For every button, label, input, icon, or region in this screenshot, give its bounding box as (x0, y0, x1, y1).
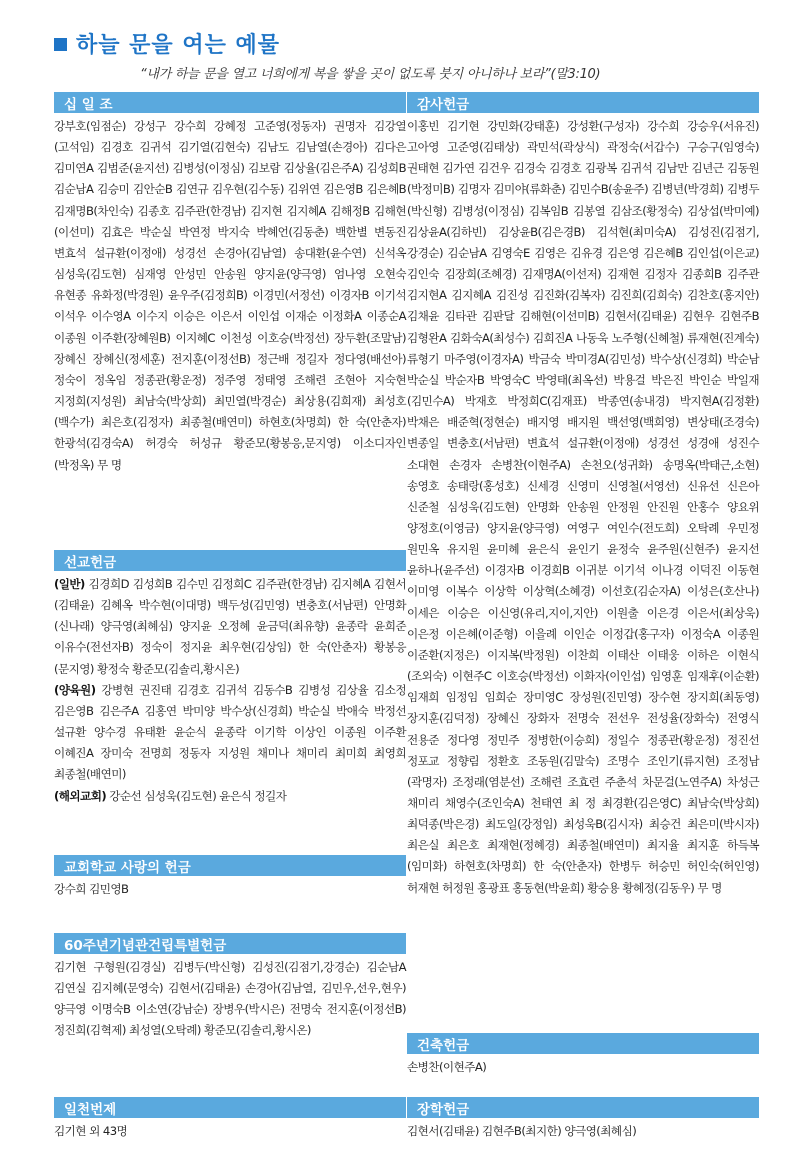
thanks-names: 이홍빈 김기현 강민화(강태훈) 강성환(구성자) 강수희 강승우(서유진) 고아영 고준영(김태상) 곽민석(곽상식) 곽정숙(서갑수) 구승구(임영숙) 권태현 김가연 김건우 김경숙 김경호 김광복 김귀석 김남만 김년근 김동원(박정미B) 김명자 김미야(류화춘) 김민수B(송윤주) 김병년(박경희) 김병두(박신형) 김병성(이정심) 김복임B 김봉열 김삼조(황정숙) 김상섭(박미예) 김상윤A(김하빈) 김상윤B(김은경B) 김석현(최미숙A) 김성진(김점기,강경순) 김순남A 김영숙E 김영은 김유경 김은영 김은혜B 김인섭(이은교) 김인숙 김장희(조혜경) 김재명A(이선저) 김재현 김정자 김종희B 김주관 김지현A 김지혜A 김진성 김진화(김복자) 김진희(김희숙) 김찬호(홍지안) 김채윤 김타관 김판달 김해현(이선미B) 김현서(김태윤) 김현우 김현주B 김형완A 김화숙A(최성수) 김희진A 나동욱 노주형(신혜철) 류재현(진계숙) 류형기 마주영(이경자A) 박금숙 박미경A(김민성) 박수상(신경희) 박순남 박순실 박순자B 박영숙C 박영태(최옥선) 박용걸 박은진 박인순 박일재(김민수A) 박재호 박정희C(김재표) 박종연(송내경) 박지현A(김정환) 박채은 배준혁(정현순) 배지영 배지원 백선영(백희영) 변상태(조경숙) 변종일 변충호(서남편) 변효석 설규환(이정애) 성경선 성경애 성진수 소대현 손경자 손병찬(이현주A) 손천오(성귀화) 송명옥(박태근,소현) 송영호 송태랑(홍성호) 신세경 신영미 신영철(서영선) 신유선 신은아 신준철 심성욱(김도현) 안명화 안송원 안정원 안진원 안홍수 양요위 양정호(이영금) 양지윤(양극영) 여영구 여인수(전도희) 오탁례 우민정 원민옥 유지원 윤미혜 윤은식 윤인기 윤정숙 윤주원(신현주) 윤지선 윤하나(윤주선) 이경자B 이경희B 이귀분 이기석 이나경 이덕진 이동현 이미영 이복수 이상학 이상혁(소혜경) 이선호(김순자A) 이성은(호산나) 이세은 이승은 이신영(유리,지이,지안) 이원출 이은경 이은서(최상욱) 이은정 이은혜(이준형) 이을례 이인순 이정갑(홍구자) 이정숙A 이종원 이준환(지정은) 이지복(박정원) 이찬희 이태산 이태웅 이하은 이현식(조외숙) 이현주C 이호승(박정선) 이화자(이인섭) 임영훈 임재후(이순환) 임재희 임정임 임희순 장미영C 장성원(진민영) 장수현 장지희(최동영) 장지훈(김덕정) 장혜신 장화자 전명숙 전선우 전성율(장화숙) 전영식 전용준 정다영 정민주 정병한(이승희) 정일수 정종관(황운정) 정진선 정포교 정향림 정환호 조동원(김말숙) 조명수 조인기(류지현) 조정남(곽명자) 조정래(염분선) 조해련 조효련 주춘석 차문걸(노연주A) 차성근 채미리 채영수(조인숙A) 천태연 최 정 최경환(김은영C) 최남숙(박상희) 최덕종(박은경) 최도일(강정임) 최성욱B(김시자) 최승건 최은미(박시자) 최은실 최은호 최재현(정혜경) 최종철(배연미) 최지율 최지훈 하득복(임미화) 하현호(차명희) 한 숙(안춘자) 한병두 허승민 허인숙(허인영) 허재현 허정원 홍광표 홍동현(박윤희) 황승용 황혜정(김동우) 무 명 (407, 119, 759, 895)
tithe-section (54, 92, 406, 476)
school-section (54, 855, 406, 900)
tithe-names: 강부호(임점순) 강성구 강수희 강혜정 고준영(정동자) 권명자 김강열(고석임) 김경호 김귀석 김기열(김현숙) 김남도 김남열(손경아) 김다은 김미연A 김범준(윤지선) 김병성(이정심) 김보람 김상율(김은주A) 김성희B 김순남A 김승미 김안순B 김연규 김우현(김수동) 김위연 김은영B 김은혜B 김재명B(차인숙) 김종호 김주관(한경남) 김지현 김지혜A 김해정B 김해현(이선미) 김효은 박순실 박연정 박지숙 박혜언(김동춘) 백한별 변동진 변효석 설규환(이정애) 성경선 손경아(김남열) 송대환(윤수연) 신석옥 심성욱(김도현) 심재영 안성민 안송원 양지윤(양극영) 엄나영 오현숙 유현종 유화정(박경원) 윤우주(김정희B) 이경민(서정선) 이경자B 이기석 이석우 이수영A 이수지 이승은 이은서 이인섭 이재순 이정화A 이종순A 이종원 이주환(장혜원B) 이지혜C 이천성 이호승(박정선) 장두환(조말남) 장혜신 장혜신(정세훈) 전지훈(이정선B) 정근배 정길자 정다영(배선아) 정숙이 정옥임 정종관(황운정) 정주영 정태영 조해련 조현아 지숙현 지정희(지성원) 최남숙(박상희) 최민열(박경순) 최상용(김희재) 최성호(백수가) 최은호(김정자) 최종철(배연미) 하현호(차명희) 한 숙(안춘자) 한광석(김경숙A) 허경숙 허성규 황준모(황봉응,문지영) 이소디자인(박정옥) 무 명 (54, 119, 406, 472)
section-header-building: 건축헌금 (407, 1033, 759, 1054)
page-header (54, 28, 754, 58)
building-names: 손병찬(이현주A) (407, 1060, 487, 1074)
mission-group-overseas: (해외교회) 강순선 심성욱(김도현) 윤은식 정길자 (54, 788, 287, 803)
section-header-school: 교회학교 사랑의 헌금 (54, 855, 406, 876)
anniversary-section (54, 933, 406, 1042)
section-header-thanks: 감사헌금 (407, 92, 759, 113)
section-header-mission: 선교헌금 (54, 550, 406, 571)
page-title: 하늘 문을 여는 예물 (76, 32, 280, 58)
scholarship-names: 김현서(김태윤) 김현주B(최지한) 양극영(최혜심) (407, 1124, 637, 1138)
building-section (407, 1033, 759, 1078)
anniversary-names: 김기현 구형원(김경실) 김병두(박신형) 김성진(김점기,강경순) 김순남A 김연실 김지혜(문영숙) 김현서(김태윤) 손경아(김남열, 김민우,선우,현우) 양극영 이명숙B 이소연(강남순) 장병우(박시은) 전명숙 전지훈(이정선B) 정진희(김혁제) 최성열(오탁례) 황준모(김솔리,황시온) (54, 960, 406, 1038)
square-bullet-icon (54, 38, 67, 51)
school-names: 강수희 김민영B (54, 882, 129, 896)
mission-group-nurture: (양육원) 강병현 권진태 김경호 김귀석 김동수B 김병성 김상율 김소정 김은영B 김은주A 김홍연 박미양 박수상(신경희) 박순실 박애숙 박정선 설규환 양수경 유태환 윤순식 윤종락 이기학 이상인 이종원 이주환 이혜진A 장미숙 전명희 정동자 지성원 채미나 채미리 최미희 최영희 최종철(배연미) (54, 682, 407, 782)
section-header-tithe: 십 일 조 (54, 92, 406, 113)
section-header-scholarship: 장학헌금 (407, 1097, 759, 1118)
mission-names (54, 574, 406, 807)
mission-section (54, 550, 406, 807)
section-header-anniversary: 60주년기념관건립특별헌금 (54, 933, 406, 954)
scholarship-section (407, 1097, 759, 1142)
ilcheon-names: 김기현 외 43명 (54, 1124, 128, 1138)
ilcheon-section (54, 1097, 406, 1142)
mission-group-general: (일반) 김경희D 김성희B 김수민 김정희C 김주관(한경남) 김지혜A 김현서(김태윤) 김혜옥 박수현(이대명) 백두성(김민영) 변충호(서남편) 안명화(신나래) 양극영(최혜심) 양지윤 오정혜 윤금덕(최유향) 윤종락 윤희준 이유수(전선자B) 정숙이 정지윤 최우현(김상임) 한 숙(안춘자) 황봉응(문지영) 황정숙 황준모(김솔리,황시온) (54, 577, 406, 676)
section-header-ilcheon: 일천번제 (54, 1097, 406, 1118)
thanks-section (407, 92, 759, 899)
bible-verse: “내가 하늘 문을 열고 너희에게 복을 쌓을 곳이 없도록 붓지 아니하나 보라”(말3:10) (140, 67, 601, 82)
